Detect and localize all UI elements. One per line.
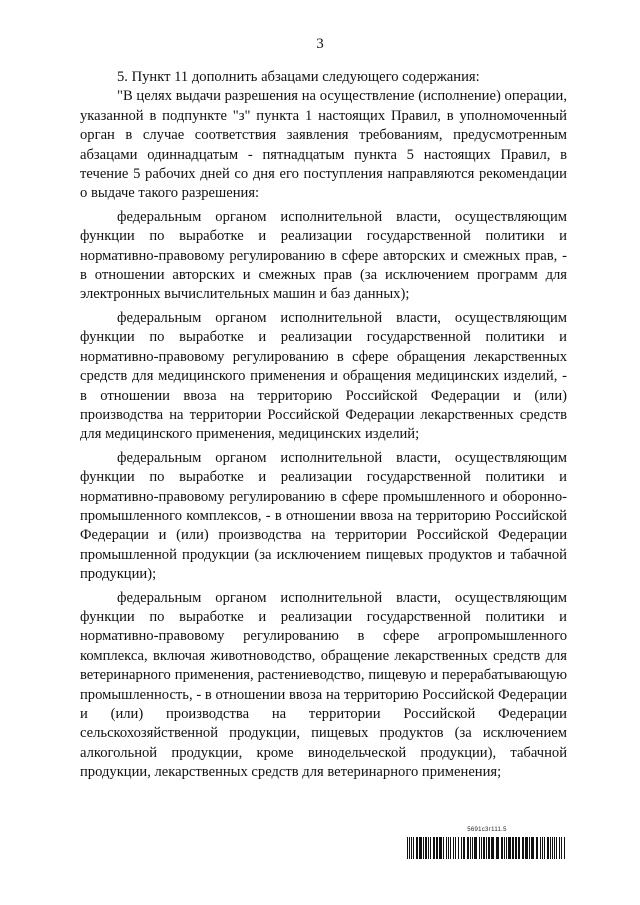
barcode-block: [407, 827, 567, 859]
document-body: [80, 68, 567, 783]
paragraph-copyright-authority: федеральным органом исполнительной власти, осуществляющим функции по выработке и реализации государственной политики и нормативно-правовому регулированию в сфере авторских и смежных прав, - в отношении авторских и смежных прав (за исключением программ для электронных вычислительных машин и баз данных);: [80, 208, 567, 303]
barcode-icon: [407, 837, 567, 859]
paragraph-intro-quote: "В целях выдачи разрешения на осуществление (исполнение) операции, указанной в подпункте "з" пункта 1 настоящих Правил, в уполномоченный орган в случае соответствия заявления требованиям, предусмотренным абзацами одиннадцатым - пятнадцатым пункта 5 настоящих Правил, в течение 5 рабочих дней со дня его поступления направляются рекомендации о выдаче такого разрешения:: [80, 88, 567, 202]
paragraph-agriculture-authority: федеральным органом исполнительной власти, осуществляющим функции по выработке и реализации государственной политики и нормативно-правовому регулированию в сфере агропромышленного комплекса, включая животноводство, обращение лекарственных средств для ветеринарного применения, растениеводство, пищевую и перерабатывающую промышленность, - в отношении ввоза на территорию Российской Федерации и (или) производства на территории Российской Федерации сельскохозяйственной продукции, пищевых продуктов (за исключением алкогольной продукции, кроме винодельческой продукции), табачной продукции, лекарственных средств для ветеринарного применения;: [80, 589, 567, 781]
paragraph-item-5: 5. Пункт 11 дополнить абзацами следующего содержания:: [117, 69, 480, 85]
paragraph-medicines-authority: федеральным органом исполнительной власти, осуществляющим функции по выработке и реализации государственной политики и нормативно-правовому регулированию в сфере обращения лекарственных средств для медицинского применения и обращения медицинских изделий, - в отношении ввоза на территорию Российской Федерации и (или) производства на территории Российской Федерации лекарственных средств для медицинского применения, медицинских изделий;: [80, 309, 567, 443]
paragraph-industry-authority: федеральным органом исполнительной власти, осуществляющим функции по выработке и реализации государственной политики и нормативно-правовому регулированию в сфере промышленного и оборонно-промышленного комплексов, - в отношении ввоза на территорию Российской Федерации и (или) производства на территории Российской Федерации промышленной продукции (за исключением пищевых продуктов и табачной продукции);: [80, 449, 567, 583]
barcode-code: 5691с3г111.5: [467, 827, 507, 833]
page-number: 3: [316, 36, 324, 52]
